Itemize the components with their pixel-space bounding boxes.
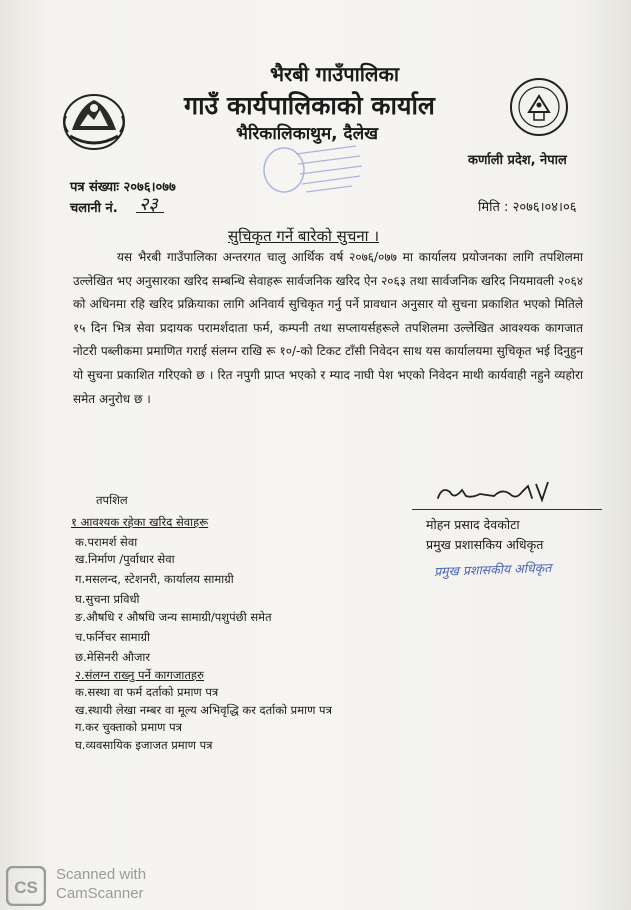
dispatch-label: चलानी नं. bbox=[70, 201, 118, 216]
office-address: भैरिकालिकाथुम, दैलेख bbox=[236, 124, 379, 144]
dispatch-number-handwritten: २३ bbox=[139, 194, 158, 215]
list-item: ख.निर्माण /पुर्वाधार सेवा bbox=[75, 552, 175, 566]
received-stamp-icon bbox=[256, 140, 366, 202]
list-item: घ.व्यवसायिक इजाजत प्रमाण पत्र bbox=[75, 738, 213, 752]
signatory-name: मोहन प्रसाद देवकोटा bbox=[426, 517, 520, 532]
signatory-title: प्रमुख प्रशासकिय अधिकृत bbox=[426, 537, 544, 552]
reference-number: पत्र संख्याः २०७६।०७७ bbox=[70, 180, 176, 195]
list-item: ग.कर चुक्ताको प्रमाण पत्र bbox=[75, 720, 183, 734]
camscanner-watermark bbox=[0, 858, 230, 910]
letter-date: मिति : २०७६।०४।०६ bbox=[478, 200, 577, 215]
list-item: ग.मसलन्द, स्टेशनरी, कार्यालय सामाग्री bbox=[75, 572, 234, 586]
list-item: च.फर्निचर सामाग्री bbox=[75, 630, 150, 644]
dispatch-underline bbox=[136, 212, 164, 213]
list-item: छ.मेसिनरी औजार bbox=[75, 650, 151, 664]
signature-line bbox=[412, 509, 602, 510]
details-heading: तपशिल bbox=[96, 493, 128, 507]
list-item: ख.स्थायी लेखा नम्बर वा मूल्य अभिवृद्धि कर दर्ताको प्रमाण पत्र bbox=[75, 703, 332, 717]
list-item: ङ.औषधि र औषधि जन्य सामाग्री/पशुपंछी समेत bbox=[75, 610, 272, 624]
svg-text:CS: CS bbox=[14, 878, 38, 897]
handwritten-signature-icon bbox=[432, 478, 558, 510]
office-name: गाउँ कार्यपालिकाको कार्याल bbox=[184, 91, 435, 120]
section2-title: २.संलग्न राख्नु पर्ने कागजातहरु bbox=[75, 668, 204, 682]
municipality-seal-icon bbox=[508, 76, 570, 138]
watermark-line2: CamScanner bbox=[56, 885, 144, 902]
list-item: घ.सुचना प्रविधी bbox=[75, 592, 140, 606]
org-name: भैरबी गाउँपालिका bbox=[270, 62, 400, 86]
list-item: क.परामर्श सेवा bbox=[75, 535, 138, 549]
list-item: क.सस्था वा फर्म दर्ताको प्रमाण पत्र bbox=[75, 685, 219, 699]
watermark-line1: Scanned with bbox=[56, 866, 147, 883]
camscanner-logo-icon bbox=[6, 866, 46, 906]
signatory-stamp: प्रमुख प्रशासकीय अधिकृत bbox=[433, 559, 552, 580]
section1-title: १ आवश्यक रहेका खरिद सेवाहरू bbox=[71, 515, 209, 529]
nepal-emblem-icon bbox=[58, 86, 130, 154]
province-text: कर्णाली प्रदेश, नेपाल bbox=[468, 153, 567, 168]
subject-line: सुचिकृत गर्ने बारेको सुचना । bbox=[228, 227, 380, 245]
body-paragraph: यस भैरबी गाउँपालिका अन्तरगत चालु आर्थिक वर्ष २०७६/०७७ मा कार्यालय प्रयोजनका लागि तपशिलमा उल्लेखित भए अनुसारका खरिद सम्बन्धि सेवाहरू सार्वजनिक खरिद ऐन २०६३ तथा सार्वजनिक खरिद नियमावली २०६४ को अधिनमा रहि खरिद प्रक्रियाका लागि अनिवार्य सुचिकृत गर्नु पर्ने प्रावधान अनुसार यो सुचना प्रकाशित भएको मितिले १५ दिन भित्र सेवा प्रदायक परामर्शदाता फर्म, कम्पनी तथा सप्लायर्सहरूले तपशिलमा उल्लेखित आवश्यक कागजात नोटरी पब्लीकमा प्रमाणित गराई संलग्न राखि रू १०/-को टिकट टाँसी निवेदन साथ यस कार्यालयमा सुचिकृत भई दिनुहुन यो सुचना प्रकाशित गरिएको छ । रित नपुगी प्राप्त भएको र म्याद नाघी पेश भएको निवेदन माथी कार्यवाही नहुने व्यहोरा समेत अनुरोध छ । bbox=[73, 250, 583, 406]
